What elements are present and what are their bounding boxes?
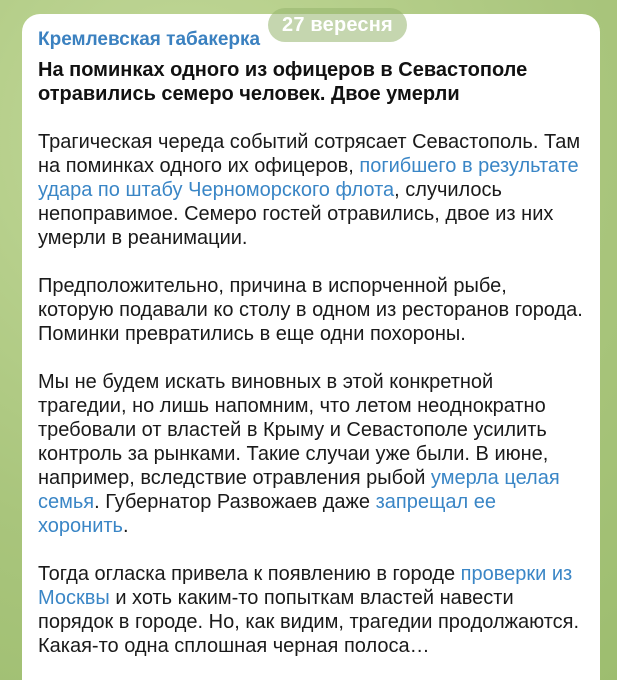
paragraph-text: Тогда огласка привела к появлению в городе <box>38 563 461 585</box>
paragraph-text: Мы не будем искать виновных в этой конкретной трагедии, но лишь напомним, что летом неоднократно требовали от властей в Крыму и Севастополе усилить контроль за рынками. Такие случаи уже были. В июне, например, вследствие отравления рыбой <box>38 371 549 489</box>
link-family-died[interactable]: умерла целая семья <box>38 467 560 513</box>
paragraph-4 <box>38 562 584 658</box>
paragraph-text: и хоть каким-то попыткам властей навести порядок в городе. Но, как видим, трагедии продолжаются. Какая-то одна сплошная черная полоса… <box>38 587 580 657</box>
channel-name[interactable]: Кремлевская табакерка <box>38 29 261 50</box>
paragraph-1 <box>38 130 584 250</box>
paragraph-text: . Губернатор Развожаев даже <box>94 491 376 513</box>
paragraph-text: . <box>122 515 129 537</box>
message-bubble <box>22 14 600 680</box>
date-pill: 27 вересня <box>268 8 407 42</box>
link-hq-strike[interactable]: погибшего в результате удара по штабу Черноморского флота <box>38 155 579 201</box>
link-moscow-inspection[interactable]: проверки из Москвы <box>38 563 573 609</box>
paragraph-text: Трагическая череда событий сотрясает Севастополь. Там на поминках одного их офицеров, <box>38 131 581 177</box>
post-headline: На поминках одного из офицеров в Севастополе отравились семеро человек. Двое умерли <box>38 59 528 105</box>
paragraph-text: Предположительно, причина в испорченной рыбе, которую подавали ко столу в одном из ресторанов города. Поминки превратились в еще одни похороны. <box>38 275 583 345</box>
paragraph-2 <box>38 274 584 346</box>
paragraph-text: , случилось непоправимое. Семеро гостей отравились, двое из них умерли в реанимации. <box>38 179 554 249</box>
link-burial-ban[interactable]: запрещал ее хоронить <box>38 491 497 537</box>
paragraph-3 <box>38 370 584 538</box>
